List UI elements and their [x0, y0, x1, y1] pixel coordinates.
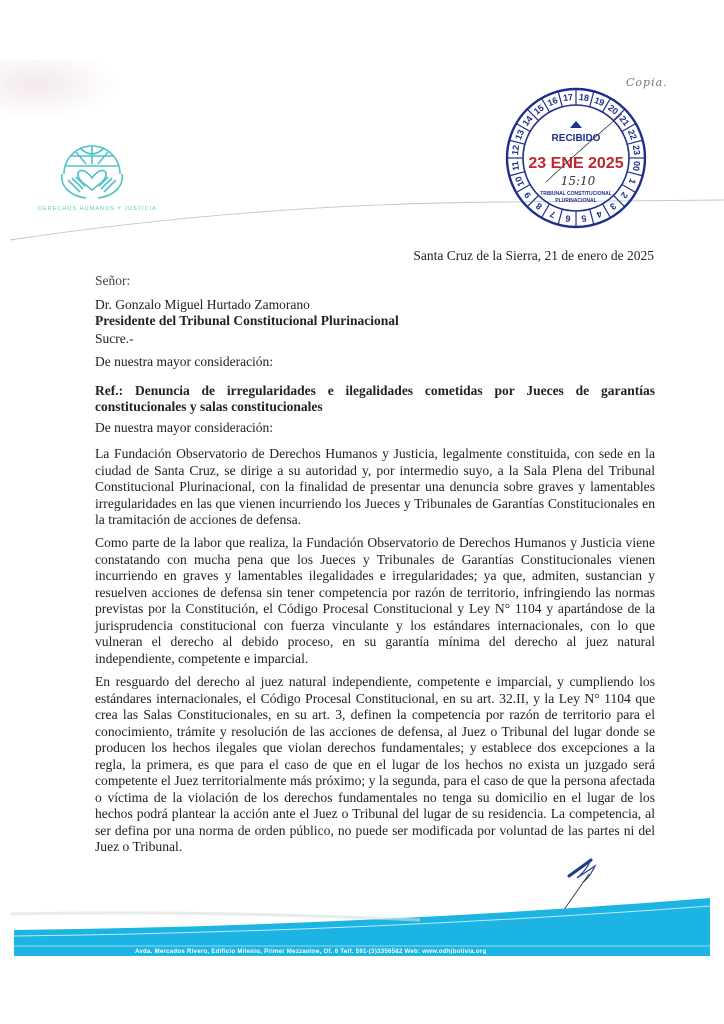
stamp-ring-number: 9	[522, 190, 534, 201]
stamp-ring-number: 19	[592, 95, 606, 109]
greeting-repeat: De nuestra mayor consideración:	[95, 420, 274, 435]
handwritten-copy-note: Copia.	[626, 76, 668, 89]
stamp-ring-number: 20	[606, 102, 621, 117]
place-date: Santa Cruz de la Sierra, 21 de enero de 2025	[413, 248, 654, 263]
addressee-title: Presidente del Tribunal Constitucional Plurinacional	[95, 313, 399, 328]
body-paragraph-3: En resguardo del derecho al juez natural independiente, competente e imparcial, y cumpliendo los estándares internacionales, el Código Procesal Constitucional, en su art. 32.II, y la Ley N° 1104 que crea las Salas Constitucionales, en su art. 3, definen la competencia por razón de territorio para el conocimiento, trámite y resolución de las acciones de defensa, al Juez o Tribunal del lugar donde se producen los hechos ilegales que violan derechos fundamentales; y establece dos excepciones a la regla, la primera, es que para el caso de que en el lugar de los hechos no exista un juzgado será competente el Juez territorialmente más próximo; y la segunda, para el caso de que la persona afectada o víctima de la violación de los derechos fundamentales no tenga su domicilio en el lugar de los hechos podrá plantear la acción ante el Juez o Tribunal del lugar de su residencia. La competencia, al ser defina por una norma de orden público, no puede ser modificada por voluntad de las partes ni del Juez o Tribunal.	[95, 674, 655, 854]
stamp-ring-number: 15	[531, 102, 546, 117]
footer-band	[0, 870, 724, 970]
stamp-ring-number: 00	[630, 160, 643, 172]
footer-address: Avda. Mercados Rivero, Edificio Milenio, Primer Mezzanine, Of. 6 Telf. 591-(3)3356582 Web: www.odhjbolivia.org	[135, 949, 487, 954]
stamp-ring-number: 2	[618, 190, 630, 201]
stamp-arrow-icon	[570, 121, 582, 128]
stamp-ring-number: 12	[509, 144, 522, 156]
stamp-ring-divider	[590, 209, 594, 224]
organization-caption: DERECHOS HUMANOS Y JUSTICIA	[38, 206, 157, 212]
stamp-ring-number: 10	[513, 174, 527, 188]
stamp-ring-number: 21	[617, 113, 632, 128]
stamp-ring-number: 1	[626, 177, 638, 186]
scan-smudge	[0, 60, 120, 120]
addressee-city: Sucre.-	[95, 331, 134, 346]
salutation: Señor:	[95, 273, 131, 288]
stamp-ring-number: 17	[562, 91, 574, 104]
stamp-label: RECIBIDO	[551, 133, 601, 144]
stamp-ring-number: 4	[595, 208, 604, 220]
received-stamp	[504, 86, 648, 230]
greeting: De nuestra mayor consideración:	[95, 354, 274, 369]
stamp-time: 15:10	[560, 174, 596, 188]
stamp-ring-number: 18	[578, 91, 590, 104]
stamp-ring-divider	[558, 209, 562, 224]
stamp-institution-line1: TRIBUNAL CONSTITUCIONAL	[540, 191, 612, 197]
stamp-ring-number: 16	[546, 95, 560, 109]
stamp-ring-number: 14	[520, 113, 535, 128]
stamp-ring-number: 7	[548, 208, 557, 220]
stamp-ring-number: 13	[513, 128, 527, 142]
stamp-ring-number: 11	[509, 160, 522, 172]
body-paragraph-2: Como parte de la labor que realiza, la Fundación Observatorio de Derechos Humanos y Justicia viene constatando con mucha pena que los Jueces y Tribunales de Garantías Constitucionales vienen incurriendo en graves y lamentables ilegalidades e irregularidades; ya que, admiten, sustancian y resuelven acciones de defensa sin tener competencia por razón de territorio, infringiendo las normas previstas por la Constitución, el Código Procesal Constitucional y Ley N° 1104 y apartándose de la jurisprudencia constitucional con fuerza vinculante y los estándares internacionales, con lo que vulneran el derecho al debido proceso, en su garantía mínima del derecho al juez natural independiente, competente e imparcial.	[95, 535, 655, 666]
stamp-ring-number: 3	[608, 200, 619, 212]
body-paragraph-1: La Fundación Observatorio de Derechos Humanos y Justicia, legalmente constituida, con sede en la ciudad de Santa Cruz, se dirige a su autoridad y, por intermedio suyo, a la Sala Plena del Tribunal Constitucional Plurinacional, con la finalidad de presentar una denuncia sobre graves y lamentables irregularidades en las que vienen incurriendo los Jueces y Tribunales de Garantías Constitucionales en la tramitación de acciones de defensa.	[95, 446, 655, 527]
stamp-ring-divider	[603, 204, 611, 218]
stamp-ring-divider	[627, 172, 642, 176]
addressee-name: Dr. Gonzalo Miguel Hurtado Zamorano	[95, 297, 310, 312]
stamp-ring-number: 22	[625, 128, 639, 142]
stamp-ring-number: 6	[564, 213, 572, 224]
addressee-block	[95, 297, 399, 329]
reference-line: Ref.: Denuncia de irregularidades e ilegalidades cometidas por Jueces de garantías constitucionales y salas constitucionales	[95, 383, 655, 414]
stamp-institution-line2: PLURINACIONAL	[555, 198, 597, 204]
stamp-ring-number: 8	[533, 200, 544, 212]
stamp-ring-number: 5	[580, 213, 588, 224]
stamp-date: 23 ENE 2025	[528, 155, 624, 172]
stamp-ring-number: 23	[630, 144, 643, 156]
